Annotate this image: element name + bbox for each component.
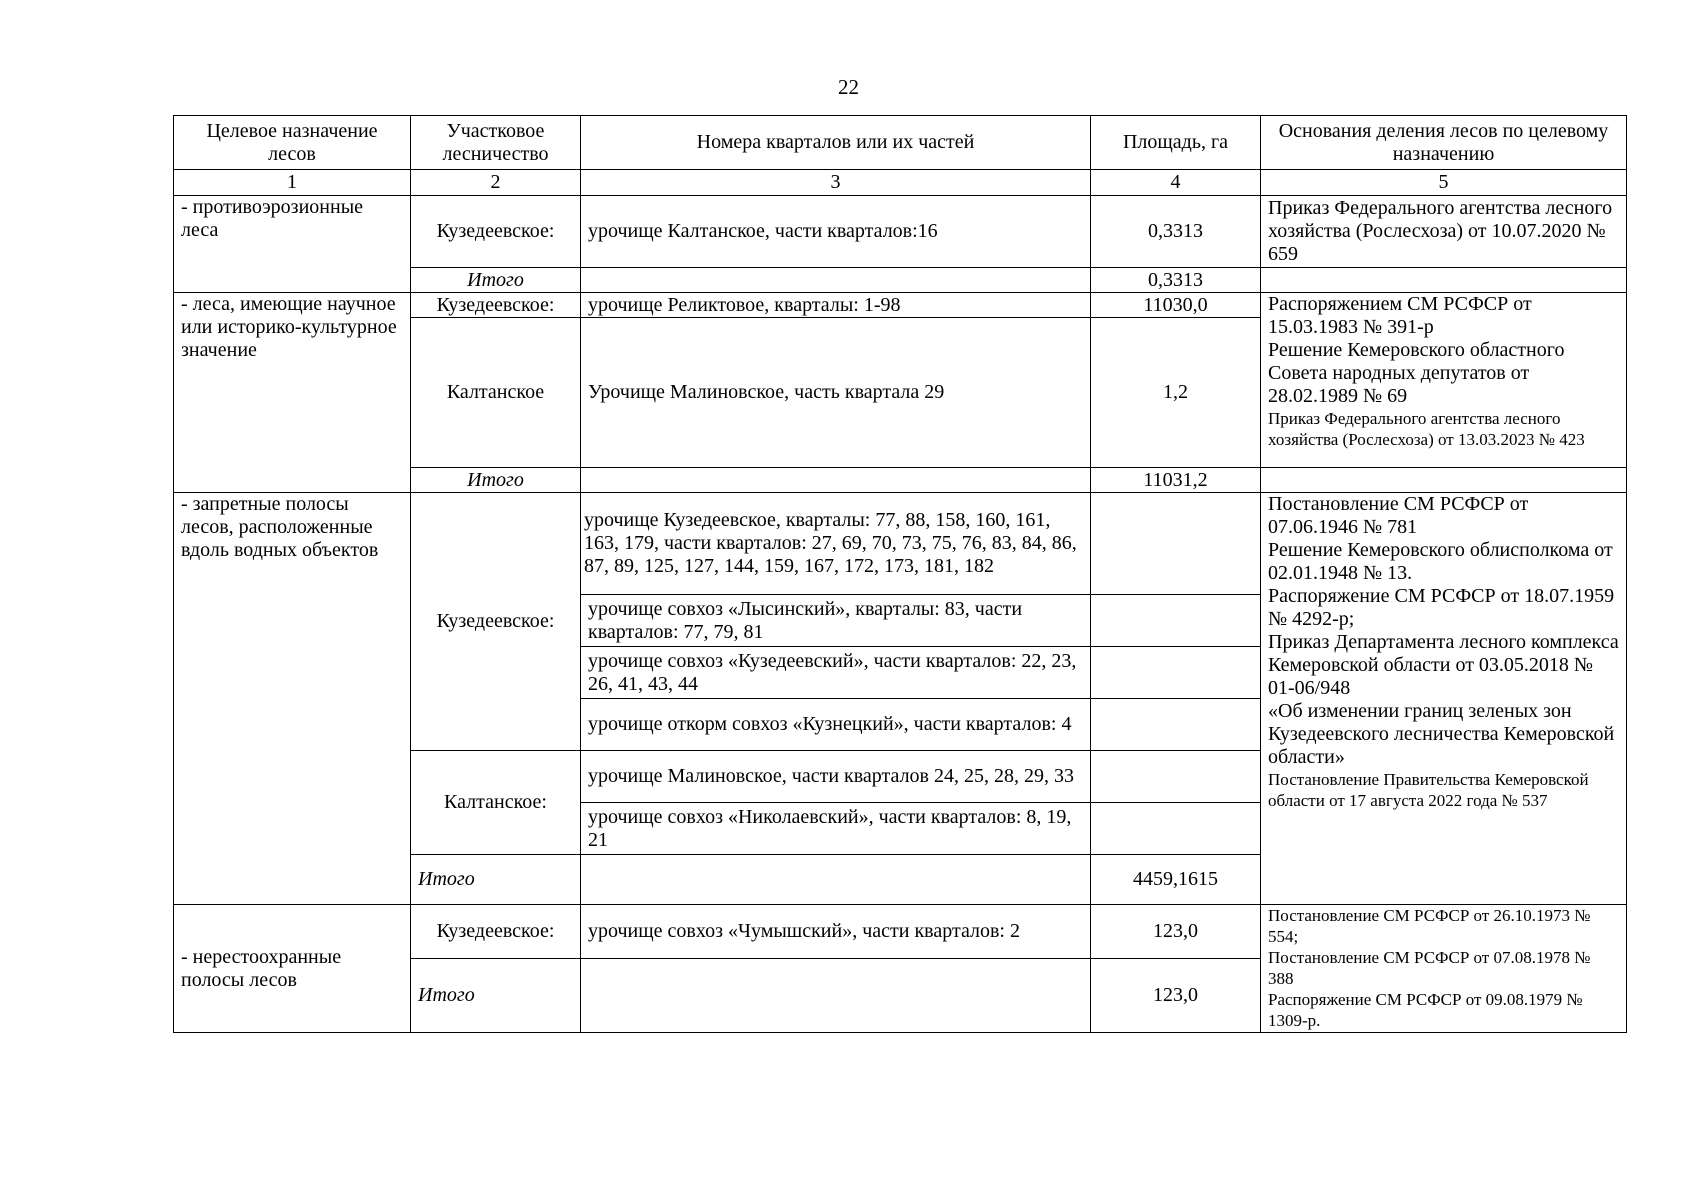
purpose-cell: - противоэрозионные леса xyxy=(174,196,411,293)
purpose-cell: - нерестоохранные полосы лесов xyxy=(174,905,411,1033)
empty-cell xyxy=(581,959,1091,1033)
basis-line: Распоряжением СМ РСФСР от 15.03.1983 № 391-р xyxy=(1268,293,1532,338)
area-cell xyxy=(1091,803,1261,855)
area-cell xyxy=(1091,595,1261,647)
col-number: 5 xyxy=(1261,170,1627,196)
col-number: 4 xyxy=(1091,170,1261,196)
basis-line: Постановление СМ РСФСР от 26.10.1973 № 554; xyxy=(1268,906,1591,946)
col-number: 2 xyxy=(411,170,581,196)
basis-line-small: Приказ Федерального агентства лесного хозяйства (Рослесхоза) от 13.03.2023 № 423 xyxy=(1268,409,1585,449)
page-number: 22 xyxy=(838,75,859,99)
table-header-row xyxy=(174,116,1627,170)
total-label: Итого xyxy=(411,855,581,905)
basis-line: Решение Кемеровского облисполкома от 02.01.1948 № 13. xyxy=(1268,539,1613,584)
basis-line: Постановление СМ РСФСР от 07.08.1978 № 388 xyxy=(1268,948,1591,988)
forestry-cell: Калтанское: xyxy=(411,751,581,855)
quarters-cell: Урочище Малиновское, часть квартала 29 xyxy=(581,318,1091,468)
forestry-cell: Кузедеевское: xyxy=(411,293,581,318)
basis-cell xyxy=(1261,905,1627,1033)
total-area: 123,0 xyxy=(1091,959,1261,1033)
total-area: 4459,1615 xyxy=(1091,855,1261,905)
area-cell: 0,3313 xyxy=(1091,196,1261,268)
basis-line: «Об изменении границ зеленых зон Кузедеевского лесничества Кемеровской области» xyxy=(1268,700,1615,768)
total-label: Итого xyxy=(411,268,581,293)
quarters-cell: урочище откорм совхоз «Кузнецкий», части кварталов: 4 xyxy=(581,699,1091,751)
table-row xyxy=(174,905,1627,959)
header-forestry: Участковое лесничество xyxy=(411,116,581,170)
basis-cell xyxy=(1261,293,1627,468)
basis-line: Распоряжение СМ РСФСР от 09.08.1979 № 1309-р. xyxy=(1268,990,1583,1030)
area-cell xyxy=(1091,751,1261,803)
header-quarters: Номера кварталов или их частей xyxy=(581,116,1091,170)
table-row xyxy=(174,293,1627,318)
empty-cell xyxy=(581,468,1091,493)
col-number: 3 xyxy=(581,170,1091,196)
forest-purpose-table xyxy=(173,115,1627,1033)
quarters-cell: урочище совхоз «Чумышский», части кварталов: 2 xyxy=(581,905,1091,959)
column-number-row xyxy=(174,170,1627,196)
purpose-cell: - запретные полосы лесов, расположенные вдоль водных объектов xyxy=(174,493,411,905)
total-label: Итого xyxy=(411,468,581,493)
area-cell: 1,2 xyxy=(1091,318,1261,468)
table-row xyxy=(174,493,1627,595)
forestry-cell: Кузедеевское: xyxy=(411,196,581,268)
basis-line-small: Постановление Правительства Кемеровской области от 17 августа 2022 года № 537 xyxy=(1268,770,1589,810)
empty-cell xyxy=(1261,468,1627,493)
empty-cell xyxy=(1261,268,1627,293)
total-area: 0,3313 xyxy=(1091,268,1261,293)
forestry-cell: Кузедеевское: xyxy=(411,905,581,959)
header-basis: Основания деления лесов по целевому назначению xyxy=(1261,116,1627,170)
basis-line: Решение Кемеровского областного Совета народных депутатов от 28.02.1989 № 69 xyxy=(1268,339,1565,407)
total-label: Итого xyxy=(411,959,581,1033)
empty-cell xyxy=(581,268,1091,293)
header-purpose: Целевое назначение лесов xyxy=(174,116,411,170)
forestry-cell: Калтанское xyxy=(411,318,581,468)
empty-cell xyxy=(581,855,1091,905)
basis-cell: Приказ Федерального агентства лесного хозяйства (Рослесхоза) от 10.07.2020 № 659 xyxy=(1261,196,1627,268)
area-cell: 123,0 xyxy=(1091,905,1261,959)
quarters-cell: урочище Малиновское, части кварталов 24, 25, 28, 29, 33 xyxy=(581,751,1091,803)
quarters-cell: урочище совхоз «Лысинский», кварталы: 83, части кварталов: 77, 79, 81 xyxy=(581,595,1091,647)
quarters-cell: урочище совхоз «Кузедеевский», части кварталов: 22, 23, 26, 41, 43, 44 xyxy=(581,647,1091,699)
quarters-cell: урочище Кузедеевское, кварталы: 77, 88, 158, 160, 161, 163, 179, части кварталов: 27, 69, 70, 73, 75, 76, 83, 84, 86, 87, 89, 125, 127, 144, 159, 167, 172, 173, 181, 182 xyxy=(581,493,1091,595)
forestry-cell: Кузедеевское: xyxy=(411,493,581,751)
area-cell xyxy=(1091,699,1261,751)
col-number: 1 xyxy=(174,170,411,196)
quarters-cell: урочище Калтанское, части кварталов:16 xyxy=(581,196,1091,268)
area-cell xyxy=(1091,647,1261,699)
basis-line: Распоряжение СМ РСФСР от 18.07.1959 № 4292-р; xyxy=(1268,585,1615,630)
basis-line: Постановление СМ РСФСР от 07.06.1946 № 781 xyxy=(1268,493,1529,538)
quarters-cell: урочище Реликтовое, кварталы: 1-98 xyxy=(581,293,1091,318)
basis-line: Приказ Департамента лесного комплекса Кемеровской области от 03.05.2018 № 01-06/948 xyxy=(1268,631,1619,699)
table-row xyxy=(174,196,1627,268)
header-area: Площадь, га xyxy=(1091,116,1261,170)
area-cell xyxy=(1091,493,1261,595)
area-cell: 11030,0 xyxy=(1091,293,1261,318)
basis-cell xyxy=(1261,493,1627,905)
total-area: 11031,2 xyxy=(1091,468,1261,493)
purpose-cell: - леса, имеющие научное или историко-культурное значение xyxy=(174,293,411,493)
quarters-cell: урочище совхоз «Николаевский», части кварталов: 8, 19, 21 xyxy=(581,803,1091,855)
